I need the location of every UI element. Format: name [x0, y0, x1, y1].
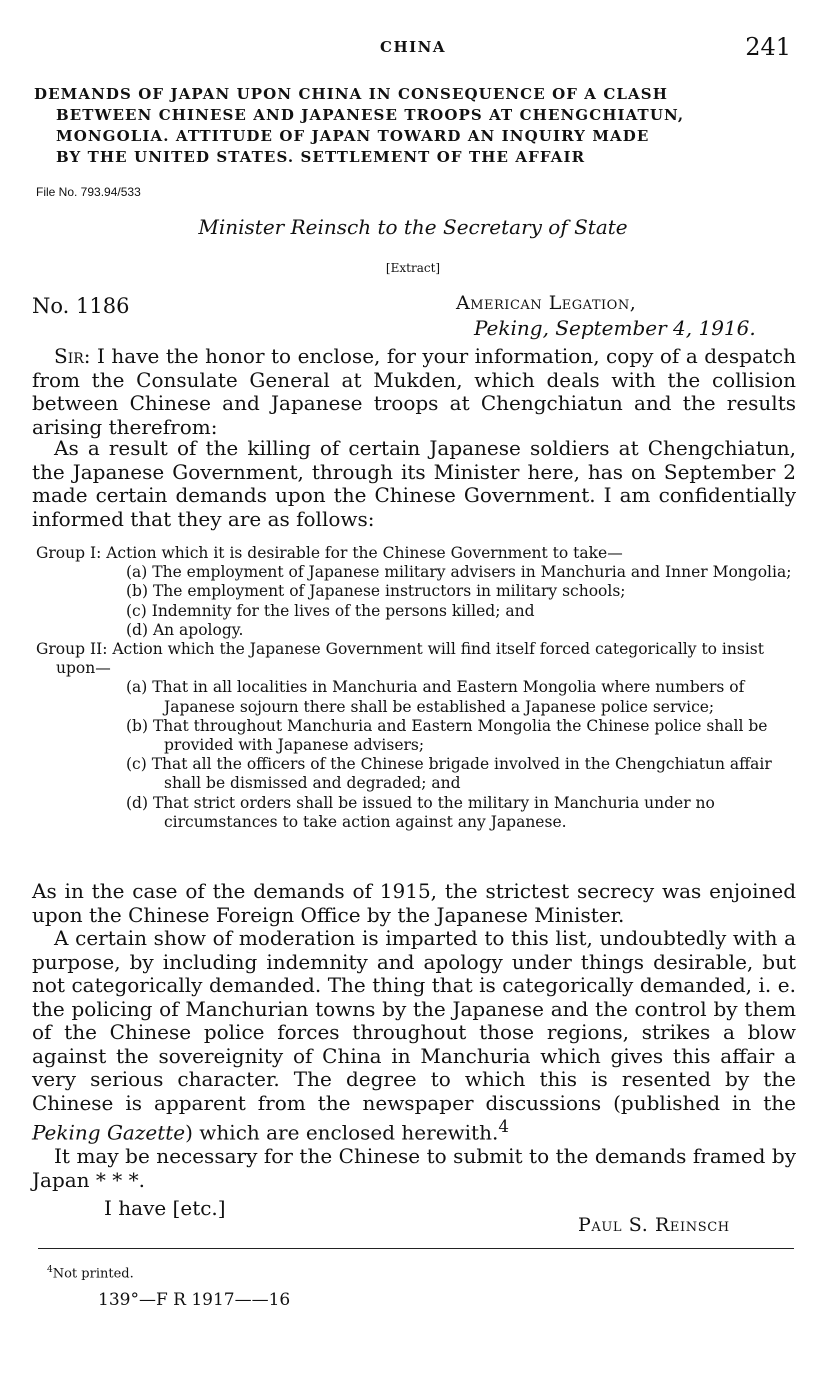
- legation-name: American Legation,: [456, 292, 637, 314]
- heading-line: MONGOLIA. ATTITUDE OF JAPAN TOWARD AN INQUIRY MADE: [56, 127, 650, 145]
- running-head-title: CHINA: [380, 38, 446, 56]
- footnote-ref[interactable]: 4: [498, 1117, 509, 1136]
- paragraph-4: [32, 927, 796, 1145]
- salutation: Sir: [54, 344, 84, 368]
- group-2-intro: Group II: Action which the Japanese Government will find itself forced categorically to insist upon—: [36, 640, 764, 678]
- group-1-intro: Group I: Action which it is desirable for the Chinese Government to take—: [36, 544, 623, 562]
- demands-list: [36, 544, 798, 832]
- paragraph-3-text: As in the case of the demands of 1915, the strictest secrecy was enjoined upon the Chinese Foreign Office by the Japanese Minister.: [32, 879, 796, 927]
- group-1-item: (a) The employment of Japanese military advisers in Manchuria and Inner Mongolia;: [126, 563, 792, 582]
- file-number: File No. 793.94/533: [36, 185, 141, 199]
- newspaper-title: Peking Gazette: [32, 1120, 186, 1145]
- extract-label: [Extract]: [385, 261, 441, 275]
- signature: Paul S. Reinsch: [578, 1214, 730, 1236]
- group-1-item: (c) Indemnity for the lives of the persons killed; and: [126, 601, 535, 620]
- paragraph-1-text: : I have the honor to enclose, for your information, copy of a despatch from the Consulate General at Mukden, which deals with the collision between Chinese and Japanese troops at Chengchiatun and the results arising therefrom:: [32, 344, 796, 439]
- place-date: Peking, September 4, 1916.: [474, 316, 756, 340]
- group-2-item: (c) That all the officers of the Chinese brigade involved in the Chengchiatun affair shall be dismissed and degraded; and: [126, 755, 772, 793]
- closing-paragraphs: [32, 880, 796, 1192]
- group-1-item: (b) The employment of Japanese instructors in military schools;: [126, 582, 626, 601]
- running-head: [0, 33, 826, 63]
- heading-line: BY THE UNITED STATES. SETTLEMENT OF THE AFFAIR: [56, 148, 586, 166]
- page-number: 241: [745, 33, 791, 61]
- group-2-item: (b) That throughout Manchuria and Eastern Mongolia the Chinese police shall be provided with Japanese advisers;: [126, 716, 768, 755]
- paragraph-2: [32, 437, 796, 531]
- paragraph-4-text-end: ) which are enclosed herewith.: [185, 1120, 499, 1145]
- paragraph-1: [32, 345, 796, 439]
- closing-formula: I have [etc.]: [104, 1196, 226, 1220]
- document-title: Minister Reinsch to the Secretary of State: [198, 215, 628, 239]
- footnote-divider: [38, 1248, 794, 1249]
- paragraph-4-text: A certain show of moderation is imparted to this list, undoubtedly with a purpose, by including indemnity and apology under things desirable, but not categorically demanded. The thing that is categorically demanded, i. e. the policing of Manchurian towns by the Japanese and the control by them of the Chinese police forces throughout those regions, strikes a blow against the sovereignity of China in Manchuria which gives this affair a very serious character. The degree to which this is resented by the Chinese is apparent from the newspaper discussions (published in the: [32, 926, 796, 1115]
- footnote-marker: 4: [47, 1265, 53, 1275]
- group-1-item: (d) An apology.: [126, 620, 244, 639]
- section-heading: [34, 84, 794, 168]
- despatch-number: No. 1186: [32, 294, 130, 318]
- footnote: [47, 1265, 134, 1281]
- printer-mark: 139°—F R 1917——16: [98, 1290, 291, 1310]
- group-2-item: (a) That in all localities in Manchuria and Eastern Mongolia where numbers of Japanese sojourn there shall be established a Japanese police service;: [126, 678, 745, 716]
- group-2-item: (d) That strict orders shall be issued to the military in Manchuria under no circumstances to take action against any Japanese.: [126, 793, 715, 831]
- footnote-text: Not printed.: [52, 1266, 134, 1282]
- paragraph-2-text: As a result of the killing of certain Japanese soldiers at Chengchiatun, the Japanese Government, through its Minister here, has on September 2 made certain demands upon the Chinese Government. I am confidentially informed that they are as follows:: [32, 436, 796, 531]
- paragraph-5-text: It may be necessary for the Chinese to submit to the demands framed by Japan * * *.: [32, 1144, 796, 1192]
- heading-line: BETWEEN CHINESE AND JAPANESE TROOPS AT CHENGCHIATUN,: [56, 106, 685, 124]
- heading-line: DEMANDS OF JAPAN UPON CHINA IN CONSEQUENCE OF A CLASH: [34, 85, 668, 103]
